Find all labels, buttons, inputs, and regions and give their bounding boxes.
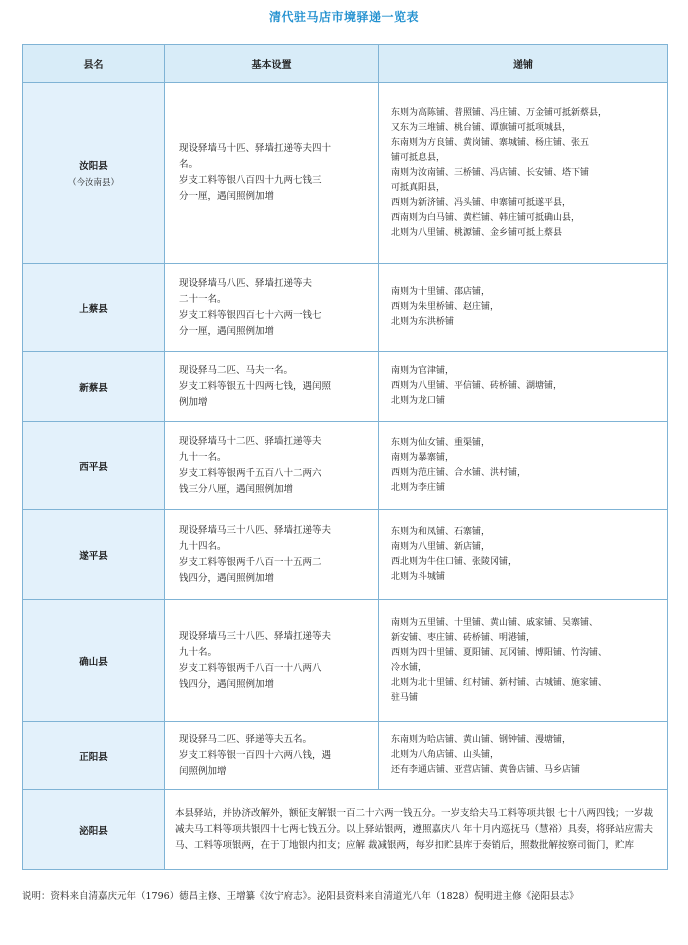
setup-line: 岁支工料等银两千八百一十八两八 <box>179 662 322 674</box>
merged-text-line: 本县驿站，并协济改解外，额征支解银一百二十六两一钱五分。一岁支给夫马工料等项共银 <box>175 807 556 819</box>
relay-line: 北则为斗城铺 <box>391 571 446 582</box>
setup-line: 闰照例加增 <box>179 765 227 777</box>
relay-line: 北则为龙口铺 <box>391 396 446 406</box>
relay-line: 新安铺、枣庄铺、砖桥铺、明港铺， <box>391 632 536 643</box>
county-name: 确山县 <box>79 656 108 668</box>
setup-cell <box>165 422 379 510</box>
relay-line: 西则为八里铺、平信铺、砖桥铺、湖塘铺， <box>391 381 563 391</box>
relay-line: 驻马铺 <box>391 692 419 703</box>
setup-cell <box>165 600 379 722</box>
relay-cell <box>379 422 668 510</box>
setup-line: 现设驿墙马八匹、驿墙扛递等夫 <box>179 277 313 289</box>
table-row <box>23 600 668 722</box>
setup-line: 九十四名。 <box>179 540 227 552</box>
table-row <box>23 510 668 600</box>
setup-line: 分一厘，遇闰照例加增 <box>179 191 275 202</box>
setup-line: 岁支工料等银五十四两七钱，遇闰照 <box>179 380 332 392</box>
header-relay: 递铺 <box>379 45 668 83</box>
setup-line: 现设驿墙马三十八匹、驿墙扛递等夫 <box>179 630 332 642</box>
table-row <box>23 422 668 510</box>
county-cell <box>23 422 165 510</box>
relay-line: 北则为东洪桥铺 <box>391 317 455 327</box>
setup-line: 现设驿马二匹、马夫一名。 <box>179 364 294 376</box>
merged-text-line: 年十月内巡抚马（慧裕）具奏，将驿站应需夫马、工料等项银两，在于丁地银内扣支；应解 <box>175 823 654 851</box>
table-row <box>23 790 668 870</box>
setup-line: 九十名。 <box>179 646 218 658</box>
header-row <box>23 45 668 83</box>
relay-line: 铺可抵息县， <box>391 152 446 163</box>
county-cell <box>23 264 165 352</box>
relay-line: 南则为官津铺， <box>391 366 455 376</box>
county-name: 泌阳县 <box>79 825 108 837</box>
relay-line: 可抵真阳县， <box>391 182 446 193</box>
setup-cell <box>165 83 379 264</box>
setup-line: 二十一名。 <box>179 293 227 305</box>
county-name: 正阳县 <box>79 751 108 763</box>
setup-line: 现设驿墙马十二匹、驿墙扛递等夫 <box>179 435 322 447</box>
merged-text-cell <box>165 790 668 870</box>
header-setup: 基本设置 <box>165 45 379 83</box>
relay-line: 西北则为牛住口铺、张陵冈铺， <box>391 556 518 567</box>
setup-line: 现设驿墙马十匹、驿墙扛递等夫四十 <box>179 143 332 154</box>
county-modern-name: （今汝南县） <box>67 178 119 188</box>
setup-line: 现设驿马二匹、驿递等夫五名。 <box>179 733 313 745</box>
setup-cell <box>165 722 379 790</box>
setup-line: 岁支工料等银四百七十六两一钱七 <box>179 309 322 321</box>
table-row <box>23 722 668 790</box>
county-name: 新蔡县 <box>79 382 108 394</box>
setup-cell <box>165 352 379 422</box>
setup-line: 岁支工料等银两千五百八十二两六 <box>179 467 322 479</box>
table-row <box>23 352 668 422</box>
county-cell <box>23 352 165 422</box>
county-cell <box>23 510 165 600</box>
setup-cell <box>165 264 379 352</box>
merged-text-line: 七十八两四钱；一岁裁减夫马工料等项共银四十七两七钱五分。以上驿站银两，遵照嘉庆八 <box>175 807 654 835</box>
relay-line: 东则为仙女铺、重渠铺， <box>391 437 491 448</box>
county-name: 遂平县 <box>79 550 108 562</box>
setup-line: 钱三分八厘，遇闰照例加增 <box>179 483 294 495</box>
relay-line: 还有李通店铺、亚营店铺、黄鲁店铺、马乡店铺 <box>391 765 581 775</box>
relay-line: 西则为朱里桥铺、赵庄铺， <box>391 302 500 312</box>
relay-table <box>22 44 668 870</box>
setup-line: 现设驿墙马三十八匹、驿墙扛递等夫 <box>179 524 332 536</box>
table-row <box>23 264 668 352</box>
county-cell <box>23 790 165 870</box>
setup-line: 钱四分，遇闰照例加增 <box>179 678 275 690</box>
relay-line: 西南则为白马铺、黄栏铺、韩庄铺可抵确山县， <box>391 212 581 223</box>
setup-line: 九十一名。 <box>179 451 227 463</box>
relay-line: 北则为八里铺、桃源铺、金乡铺可抵上蔡县 <box>391 227 563 238</box>
relay-cell <box>379 352 668 422</box>
relay-line: 北则为北十里铺、红村铺、新村铺、古城铺、施家铺、 <box>391 677 608 688</box>
relay-cell <box>379 600 668 722</box>
relay-line: 东南则为哈店铺、黄山铺、钢钟铺、漫塘铺， <box>391 735 572 745</box>
setup-line: 钱四分，遇闰照例加增 <box>179 572 275 584</box>
header-county: 县名 <box>23 45 165 83</box>
county-name: 西平县 <box>79 461 108 473</box>
relay-line: 南则为汝南铺、三桥铺、冯店铺、长安铺、塔下铺 <box>391 167 590 178</box>
relay-line: 东南则为方良铺、黄岗铺、寨城铺、杨庄铺、张五 <box>391 137 590 148</box>
relay-line: 东则为和凤铺、石寨铺， <box>391 526 491 537</box>
county-cell <box>23 83 165 264</box>
county-name: 上蔡县 <box>79 303 108 315</box>
setup-line: 名。 <box>179 159 199 170</box>
relay-cell <box>379 510 668 600</box>
relay-cell <box>379 722 668 790</box>
relay-cell <box>379 264 668 352</box>
relay-line: 南则为十里铺、邵店铺， <box>391 287 491 297</box>
relay-line: 南则为五里铺、十里铺、黄山铺、戚家铺、吴寨铺、 <box>391 617 599 628</box>
relay-line: 西则为新济铺、冯头铺、申寨铺可抵遂平县， <box>391 197 572 208</box>
merged-text-line: 裁减银两，每岁扣贮县库于奏销后，照数批解按察司衙门，贮库 <box>368 839 635 851</box>
relay-line: 西则为范庄铺、合水铺、洪村铺， <box>391 467 527 478</box>
setup-line: 岁支工料等银八百四十九两七钱三 <box>179 175 322 186</box>
table-title: 清代驻马店市境驿递一览表 <box>268 10 419 24</box>
relay-line: 南则为暴寨铺， <box>391 452 455 463</box>
relay-line: 北则为八角店铺、山头铺， <box>391 750 500 760</box>
setup-line: 分一厘，遇闰照例加增 <box>179 325 275 337</box>
relay-line: 冷水铺， <box>391 662 428 673</box>
relay-line: 东则为高陈铺、普照铺、冯庄铺、万金铺可抵新蔡县， <box>391 107 608 118</box>
setup-line: 岁支工料等银两千八百一十五两二 <box>179 556 322 568</box>
setup-line: 例加增 <box>179 396 208 408</box>
source-note: 说明：资料来自清嘉庆元年（1796）德昌主修、王增纂《汝宁府志》。泌阳县资料来自清道光八年（1828）倪明进主修《泌阳县志》 <box>22 891 579 902</box>
setup-line: 岁支工料等银一百四十六两八钱，遇 <box>179 749 332 761</box>
relay-cell <box>379 83 668 264</box>
relay-line: 北则为李庄铺 <box>391 482 446 493</box>
county-cell <box>23 600 165 722</box>
table-row <box>23 83 668 264</box>
county-name: 汝阳县 <box>79 161 108 172</box>
county-cell <box>23 722 165 790</box>
relay-line: 西则为四十里铺、夏阳铺、瓦冈铺、博阳铺、竹沟铺、 <box>391 647 608 658</box>
setup-cell <box>165 510 379 600</box>
relay-line: 又东为三堆铺、桃台铺、谭旗铺可抵项城县， <box>391 122 572 133</box>
relay-line: 南则为八里铺、新店铺， <box>391 541 491 552</box>
